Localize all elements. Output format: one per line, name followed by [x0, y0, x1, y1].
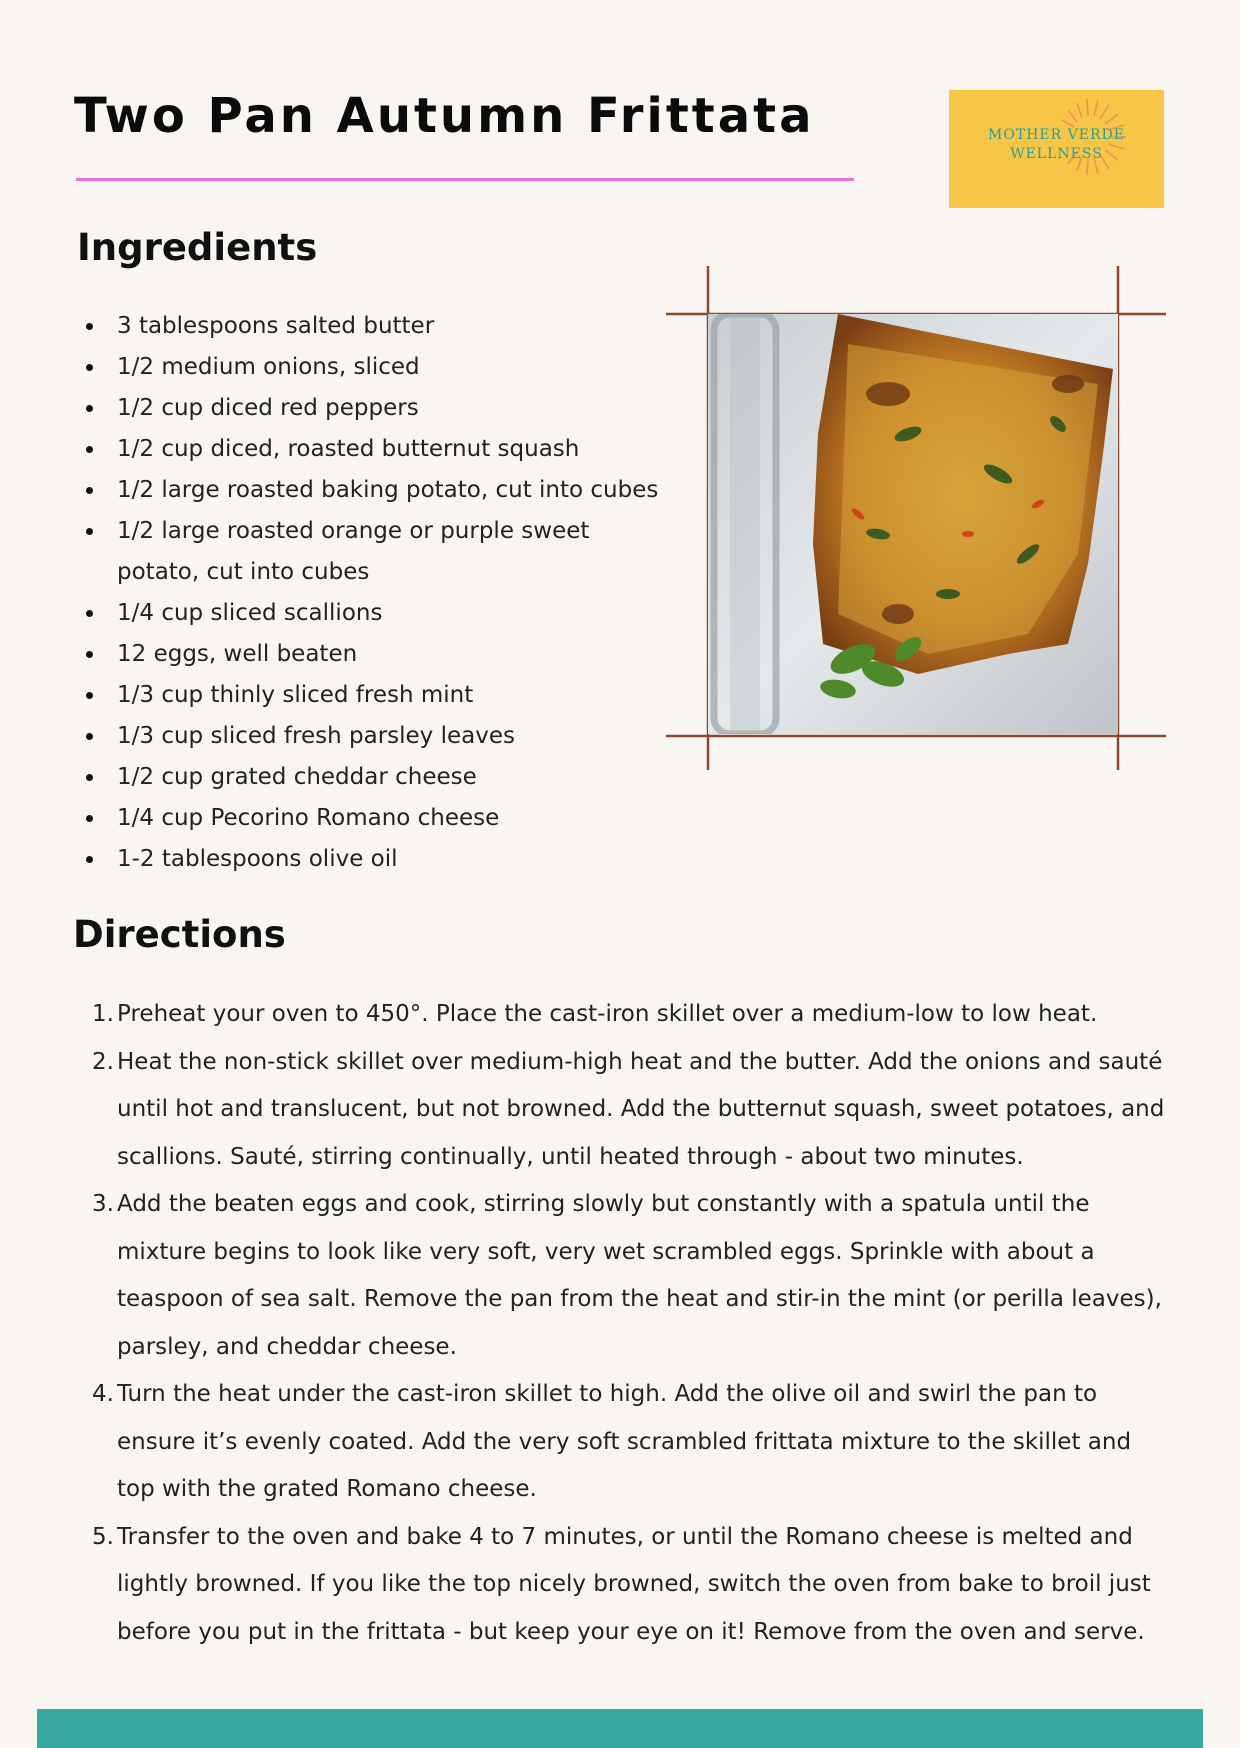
ingredient-item: 3 tablespoons salted butter: [78, 306, 678, 347]
ingredient-item: 1/2 large roasted baking potato, cut into cubes: [78, 470, 678, 511]
step-number: 1.: [92, 1001, 114, 1027]
ingredients-list: [78, 306, 678, 880]
ingredient-item: 1/3 cup sliced fresh parsley leaves: [78, 716, 678, 757]
brand-name: [949, 126, 1164, 164]
step-text: Preheat your oven to 450°. Place the cast-iron skillet over a medium-low to low heat.: [117, 1001, 1098, 1027]
direction-step: [88, 1514, 1168, 1657]
step-text: Turn the heat under the cast-iron skillet to high. Add the olive oil and swirl the pan to ensure it’s evenly coated. Add the very soft scrambled frittata mixture to the skillet and top with the grated Romano cheese.: [117, 1381, 1132, 1502]
directions-list: [88, 991, 1168, 1656]
direction-step: [88, 991, 1168, 1039]
ingredient-item: 1/2 cup diced, roasted butternut squash: [78, 429, 678, 470]
page-title: Two Pan Autumn Frittata: [74, 88, 815, 144]
step-text: Transfer to the oven and bake 4 to 7 minutes, or until the Romano cheese is melted and lightly browned. If you like the top nicely browned, switch the oven from bake to broil just before you put in the frittata - but keep your eye on it! Remove from the oven and serve.: [117, 1523, 1151, 1645]
ingredient-item: 1/2 medium onions, sliced: [78, 347, 678, 388]
brand-line-2: WELLNESS: [1010, 146, 1103, 162]
frittata-photo: [708, 314, 1118, 734]
ingredient-item: 1/2 cup grated cheddar cheese: [78, 757, 678, 798]
title-underline: [76, 178, 854, 181]
ingredient-item: 1/4 cup Pecorino Romano cheese: [78, 798, 678, 839]
footer-bar: [37, 1709, 1203, 1748]
direction-step: [88, 1039, 1168, 1182]
step-number: 5.: [92, 1523, 114, 1550]
step-number: 3.: [92, 1191, 114, 1217]
brand-line-1: MOTHER VERDE: [988, 127, 1125, 143]
ingredient-item: 1/4 cup sliced scallions: [78, 593, 678, 634]
ingredient-item: 1/2 cup diced red peppers: [78, 388, 678, 429]
step-number: 2.: [92, 1048, 114, 1075]
step-text: Add the beaten eggs and cook, stirring slowly but constantly with a spatula until the mixture begins to look like very soft, very wet scrambled eggs. Sprinkle with about a teaspoon of sea salt. Remove the pan from the heat and stir-in the mint (or perilla leaves), parsley, and cheddar cheese.: [117, 1191, 1162, 1360]
step-text: Heat the non-stick skillet over medium-high heat and the butter. Add the onions and sauté until hot and translucent, but not browned. Add the butternut squash, sweet potatoes, and scallions. Sauté, stirring continually, until heated through - about two minutes.: [117, 1048, 1165, 1170]
ingredient-item: 12 eggs, well beaten: [78, 634, 678, 675]
brand-logo: [949, 90, 1164, 208]
photo-frame: [666, 266, 1166, 770]
step-number: 4.: [92, 1381, 114, 1407]
direction-step: [88, 1181, 1168, 1371]
ingredients-heading: Ingredients: [77, 226, 318, 269]
directions-heading: Directions: [73, 913, 286, 956]
ingredient-item: 1/2 large roasted orange or purple sweet potato, cut into cubes: [78, 511, 677, 593]
ingredient-item: 1/3 cup thinly sliced fresh mint: [78, 675, 678, 716]
ingredient-item: 1-2 tablespoons olive oil: [78, 839, 678, 880]
direction-step: [88, 1371, 1168, 1514]
